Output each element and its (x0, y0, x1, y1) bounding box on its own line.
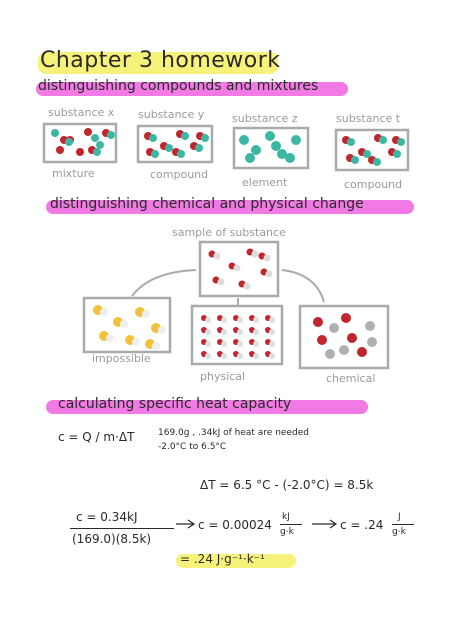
particle (96, 141, 104, 149)
particle (218, 279, 225, 286)
particle (132, 338, 140, 346)
particle (91, 134, 99, 142)
particle (265, 131, 275, 141)
particle (93, 148, 101, 156)
particle (221, 317, 227, 323)
particle (234, 265, 241, 272)
particle (221, 329, 227, 335)
section3-heading: calculating specific heat capacity (58, 396, 292, 412)
sample-label: sample of substance (172, 226, 286, 239)
particle (120, 320, 128, 328)
outcome-physical-label: physical (200, 370, 246, 383)
particle (266, 271, 273, 278)
particle (351, 156, 359, 164)
particle (158, 326, 166, 334)
step1-unit-bar (280, 524, 302, 525)
particle (329, 323, 339, 333)
particle (205, 317, 211, 323)
section2-heading: distinguishing chemical and physical change (50, 196, 364, 212)
particle (244, 283, 251, 290)
given-line1: 169.0g , .34kJ of heat are needed (158, 428, 309, 438)
substance-y-label: substance y (138, 108, 205, 121)
step2-value: c = .24 (340, 518, 384, 532)
substance-z-class: element (242, 176, 288, 189)
particle (214, 253, 221, 260)
delta-t: ΔT = 6.5 °C - (-2.0°C) = 8.5k (200, 478, 374, 492)
formula: c = Q / m·ΔT (58, 430, 135, 444)
particle (149, 134, 157, 142)
outcome-chemical-label: chemical (326, 372, 376, 385)
particle (325, 349, 335, 359)
particle (239, 135, 249, 145)
substance-t-class: compound (344, 178, 403, 191)
particle (253, 317, 259, 323)
particle (237, 317, 243, 323)
particle (205, 341, 211, 347)
particle (181, 132, 189, 140)
particle (379, 136, 387, 144)
section1-heading: distinguishing compounds and mixtures (38, 78, 319, 94)
particle (76, 148, 84, 156)
arrow-to-impossible (132, 270, 196, 296)
particle (271, 141, 281, 151)
particle (152, 342, 160, 350)
particle (339, 345, 349, 355)
particle (65, 138, 73, 146)
step2-unit-bar (392, 524, 414, 525)
given-line2: -2.0°C to 6.5°C (158, 442, 227, 452)
particle (397, 138, 405, 146)
particle (237, 341, 243, 347)
particle (221, 341, 227, 347)
particle (165, 144, 173, 152)
substance-x-class: mixture (52, 167, 95, 180)
particle (151, 150, 159, 158)
step1-unit-num: kJ (282, 512, 290, 522)
particle (291, 135, 301, 145)
particle (84, 128, 92, 136)
particle (365, 321, 375, 331)
particle (341, 313, 351, 323)
particle (373, 158, 381, 166)
particle (237, 353, 243, 359)
fraction-bar (70, 528, 174, 529)
particle (56, 146, 64, 154)
particle (264, 255, 271, 262)
particle (357, 347, 367, 357)
particle (106, 334, 114, 342)
particle (177, 150, 185, 158)
particle (253, 329, 259, 335)
calc-numerator: c = 0.34kJ (76, 510, 138, 524)
particle (347, 138, 355, 146)
particle (347, 333, 357, 343)
particle (367, 337, 377, 347)
particle (253, 341, 259, 347)
particle (393, 150, 401, 158)
step2-unit-den: g·k (392, 527, 406, 537)
particle (237, 329, 243, 335)
step2-unit-num: J (398, 512, 401, 522)
particle (195, 144, 203, 152)
particle (100, 308, 108, 316)
particle (251, 145, 261, 155)
substance-y-class: compound (150, 168, 209, 181)
particle (245, 153, 255, 163)
particle (205, 329, 211, 335)
particle (201, 134, 209, 142)
step1-value: c = 0.00024 (198, 518, 272, 532)
calc-denominator: (169.0)(8.5k) (72, 532, 152, 546)
particle (269, 341, 275, 347)
page-title: Chapter 3 homework (40, 48, 281, 73)
particle (107, 131, 115, 139)
outcome-impossible-label: impossible (92, 352, 151, 365)
particle (317, 335, 327, 345)
final-answer: = .24 J·g⁻¹·k⁻¹ (180, 552, 265, 566)
arrow-to-chemical (282, 270, 324, 302)
particle (269, 353, 275, 359)
substance-z-label: substance z (232, 112, 298, 125)
particle (253, 353, 259, 359)
step1-unit-den: g·k (280, 527, 294, 537)
particle (51, 129, 59, 137)
particle (142, 310, 150, 318)
particle (313, 317, 323, 327)
substance-t-label: substance t (336, 112, 401, 125)
particle (221, 353, 227, 359)
substance-x-label: substance x (48, 106, 115, 119)
particle (205, 353, 211, 359)
particle (252, 251, 259, 258)
particle (285, 153, 295, 163)
substance-y-box (138, 126, 212, 162)
arrow-step2 (312, 520, 336, 528)
arrow-step1 (176, 520, 194, 528)
particle (269, 329, 275, 335)
particle (269, 317, 275, 323)
